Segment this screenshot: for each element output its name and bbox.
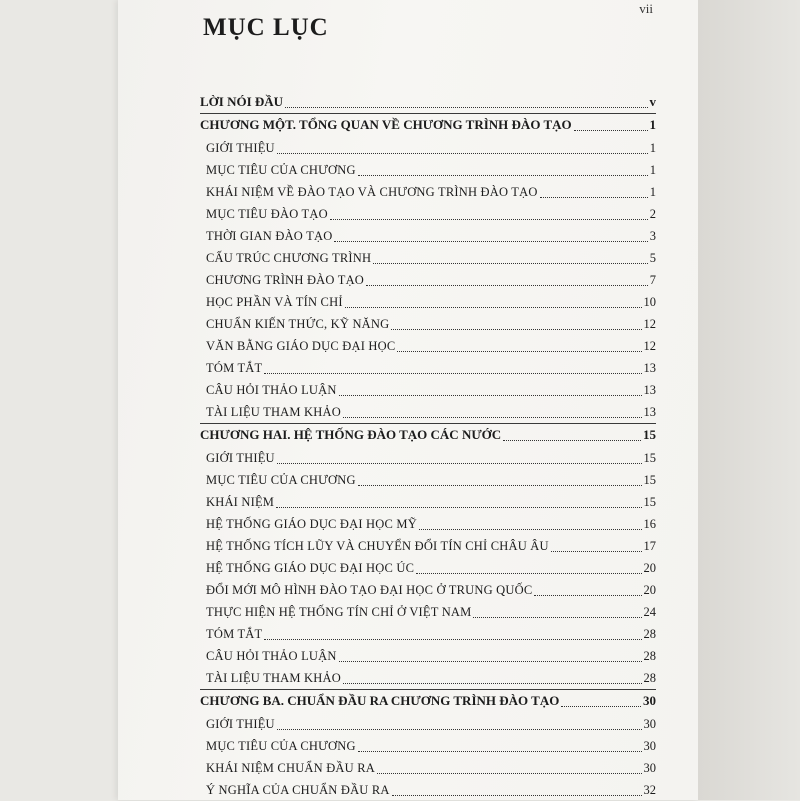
toc-section-label: HỆ THỐNG TÍCH LŨY VÀ CHUYỂN ĐỔI TÍN CHỈ CHÂU ÂU [206, 539, 549, 553]
toc-section-page: 15 [643, 451, 656, 465]
toc-section-row [200, 379, 656, 401]
toc-section-label: TÓM TẮT [206, 627, 263, 641]
toc-section-row [200, 447, 656, 469]
dot-leader [339, 395, 642, 396]
toc-section-label: VĂN BẰNG GIÁO DỤC ĐẠI HỌC [206, 339, 396, 353]
toc-section-page: 20 [643, 583, 656, 597]
dot-leader [392, 795, 642, 796]
toc-section-page: 28 [643, 649, 656, 663]
toc-section-label: TÀI LIỆU THAM KHẢO [206, 405, 341, 419]
toc-section-row [200, 735, 656, 757]
dot-leader [277, 153, 648, 154]
toc-section-page: 5 [649, 251, 656, 265]
dot-leader [358, 751, 642, 752]
toc-section-label: MỤC TIÊU CỦA CHƯƠNG [206, 163, 356, 177]
dot-leader [416, 573, 641, 574]
toc-chapter-page: 15 [643, 427, 656, 442]
toc-section-page: 28 [643, 627, 656, 641]
dot-leader [373, 263, 648, 264]
dot-leader [366, 285, 648, 286]
toc-preface-page: v [649, 94, 656, 109]
toc-section-label: KHÁI NIỆM CHUẨN ĐẦU RA [206, 761, 375, 775]
dot-leader [534, 595, 641, 596]
dot-leader [330, 219, 648, 220]
dot-leader [276, 507, 641, 508]
toc-section-page: 13 [643, 383, 656, 397]
toc-section-row [200, 601, 656, 623]
toc-chapter-page: 1 [649, 117, 656, 132]
toc-section-page: 15 [643, 495, 656, 509]
dot-leader [391, 329, 641, 330]
toc-section-label: CHƯƠNG TRÌNH ĐÀO TẠO [206, 273, 365, 287]
dot-leader [285, 107, 647, 108]
toc-section-page: 12 [643, 339, 656, 353]
toc-section-page: 15 [643, 473, 656, 487]
toc-section-page: 13 [643, 361, 656, 375]
toc-section-page: 3 [649, 229, 656, 243]
toc-section-row [200, 313, 656, 335]
toc-chapter-page: 30 [643, 693, 656, 708]
toc-section-page: 16 [643, 517, 656, 531]
toc-chapter-row [200, 114, 656, 137]
toc-section-row [200, 579, 656, 601]
dot-leader [343, 417, 642, 418]
toc-section-label: HỌC PHẦN VÀ TÍN CHỈ [206, 295, 343, 309]
toc-section-page: 1 [649, 141, 656, 155]
toc-section-row [200, 667, 656, 689]
toc-section-label: KHÁI NIỆM [206, 495, 275, 509]
toc-section-label: CÂU HỎI THẢO LUẬN [206, 649, 337, 663]
toc-section-row [200, 181, 656, 203]
toc-section-row [200, 535, 656, 557]
dot-leader [345, 307, 642, 308]
toc-section-page: 17 [643, 539, 656, 553]
toc-section-page: 1 [649, 185, 656, 199]
toc-section-row [200, 159, 656, 181]
toc-section-label: GIỚI THIỆU [206, 717, 275, 731]
dot-leader [473, 617, 641, 618]
toc-section-label: CHUẨN KIẾN THỨC, KỸ NĂNG [206, 317, 390, 331]
toc-section-label: TÓM TẮT [206, 361, 263, 375]
toc-section-label: KHÁI NIỆM VỀ ĐÀO TẠO VÀ CHƯƠNG TRÌNH ĐÀO TẠO [206, 185, 538, 199]
dot-leader [358, 485, 642, 486]
toc-section-label: Ý NGHĨA CỦA CHUẨN ĐẦU RA [206, 783, 390, 797]
toc-section-label: CÂU HỎI THẢO LUẬN [206, 383, 337, 397]
dot-leader [397, 351, 641, 352]
toc-section-page: 30 [643, 717, 656, 731]
dot-leader [574, 130, 648, 131]
toc-chapter-label: CHƯƠNG HAI. HỆ THỐNG ĐÀO TẠO CÁC NƯỚC [200, 427, 502, 442]
toc-section-page: 12 [643, 317, 656, 331]
page-number: vii [639, 1, 653, 16]
toc-section-row [200, 203, 656, 225]
toc-section-page: 30 [643, 761, 656, 775]
toc-section-row [200, 557, 656, 579]
toc-section-label: THỜI GIAN ĐÀO TẠO [206, 229, 333, 243]
toc-section-label: HỆ THỐNG GIÁO DỤC ĐẠI HỌC ÚC [206, 561, 415, 575]
dot-leader [264, 639, 641, 640]
toc-section-page: 10 [643, 295, 656, 309]
toc-section-page: 13 [643, 405, 656, 419]
toc-section-page: 28 [643, 671, 656, 685]
toc-section-page: 24 [643, 605, 656, 619]
toc-section-page: 20 [643, 561, 656, 575]
toc-section-row [200, 335, 656, 357]
toc-preface-row [200, 91, 656, 113]
toc-section-row [200, 137, 656, 159]
dot-leader [277, 729, 642, 730]
toc-section-label: THỰC HIỆN HỆ THỐNG TÍN CHỈ Ở VIỆT NAM [206, 605, 472, 619]
toc-section-row [200, 357, 656, 379]
dot-leader [334, 241, 647, 242]
toc-section-row [200, 757, 656, 779]
dot-leader [377, 773, 642, 774]
next-page-edge [698, 0, 800, 800]
toc-section-label: MỤC TIÊU CỦA CHƯƠNG [206, 473, 356, 487]
dot-leader [561, 706, 641, 707]
toc-section-page: 7 [649, 273, 656, 287]
toc-section-row [200, 225, 656, 247]
toc-section-row [200, 401, 656, 423]
toc-section-label: ĐỔI MỚI MÔ HÌNH ĐÀO TẠO ĐẠI HỌC Ở TRUNG QUỐC [206, 583, 533, 597]
toc-chapter-label: CHƯƠNG MỘT. TỔNG QUAN VỀ CHƯƠNG TRÌNH ĐÀO TẠO [200, 117, 572, 132]
dot-leader [540, 197, 648, 198]
toc-section-label: GIỚI THIỆU [206, 451, 275, 465]
toc-section-page: 2 [649, 207, 656, 221]
dot-leader [419, 529, 642, 530]
toc-section-row [200, 623, 656, 645]
toc-section-row [200, 469, 656, 491]
toc-chapter-row [200, 424, 656, 447]
dot-leader [343, 683, 642, 684]
toc-section-label: MỤC TIÊU ĐÀO TẠO [206, 207, 328, 221]
toc-section-row [200, 491, 656, 513]
toc-section-page: 32 [643, 783, 656, 797]
table-of-contents [200, 91, 656, 801]
dot-leader [277, 463, 642, 464]
toc-section-row [200, 291, 656, 313]
toc-section-page: 30 [643, 739, 656, 753]
dot-leader [339, 661, 642, 662]
toc-section-row [200, 247, 656, 269]
toc-section-row [200, 645, 656, 667]
toc-section-row [200, 269, 656, 291]
toc-section-row [200, 513, 656, 535]
toc-chapter-row [200, 690, 656, 713]
dot-leader [358, 175, 648, 176]
toc-section-page: 1 [649, 163, 656, 177]
toc-section-label: HỆ THỐNG GIÁO DỤC ĐẠI HỌC MỸ [206, 517, 417, 531]
toc-section-label: TÀI LIỆU THAM KHẢO [206, 671, 341, 685]
page-title: MỤC LỤC [203, 14, 329, 41]
dot-leader [264, 373, 641, 374]
toc-section-row [200, 779, 656, 801]
toc-section-label: GIỚI THIỆU [206, 141, 275, 155]
toc-chapter-label: CHƯƠNG BA. CHUẨN ĐẦU RA CHƯƠNG TRÌNH ĐÀO TẠO [200, 693, 560, 708]
toc-preface-label: LỜI NÓI ĐẦU [200, 94, 284, 109]
toc-section-row [200, 713, 656, 735]
dot-leader [551, 551, 642, 552]
toc-section-label: MỤC TIÊU CỦA CHƯƠNG [206, 739, 356, 753]
dot-leader [503, 440, 641, 441]
toc-section-label: CẤU TRÚC CHƯƠNG TRÌNH [206, 251, 372, 265]
